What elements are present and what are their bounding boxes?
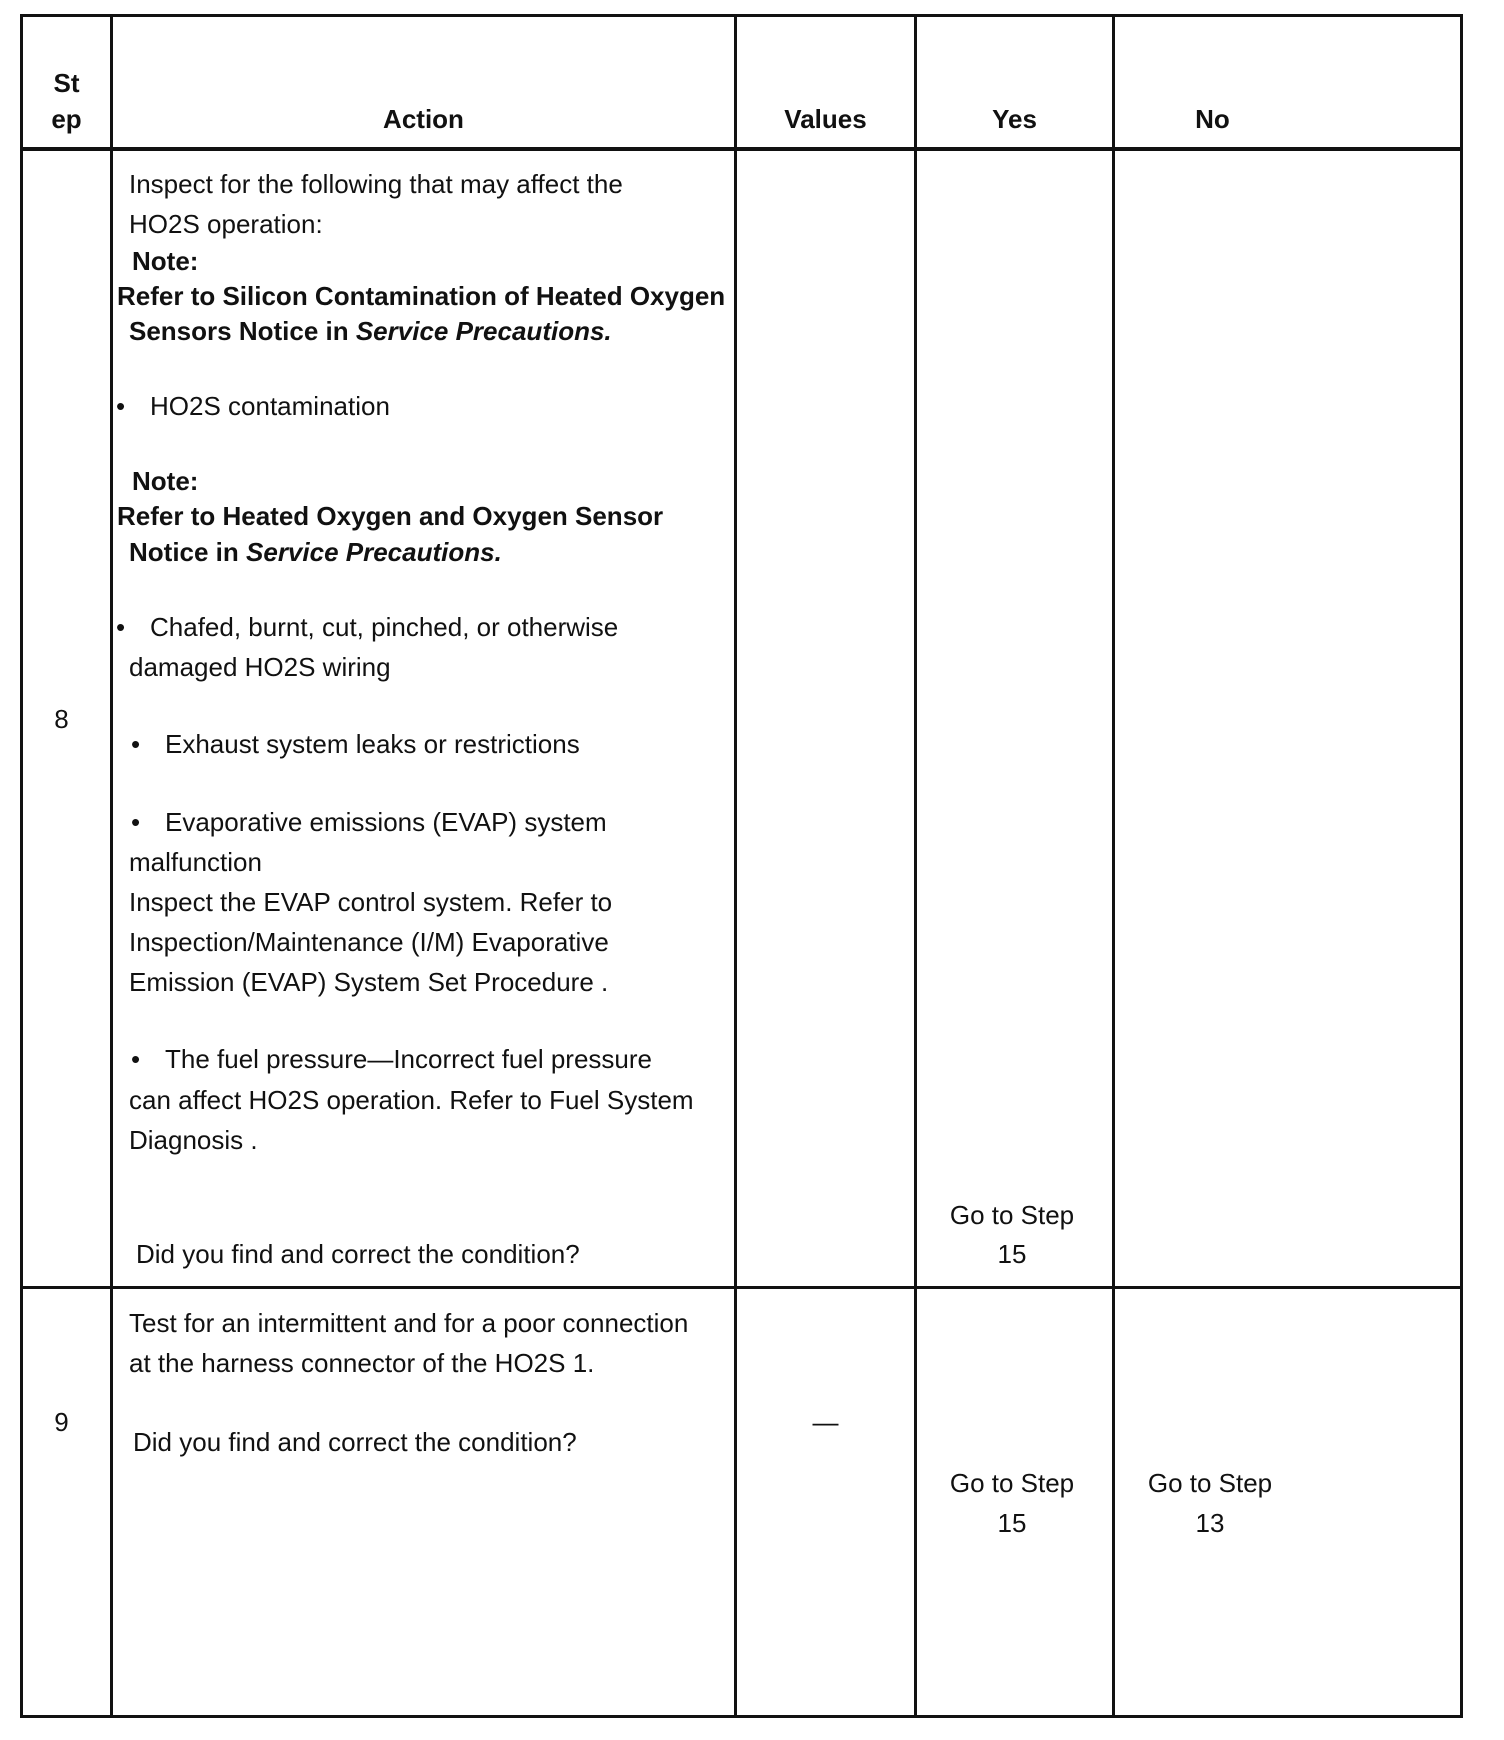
bullet-item: Evaporative emissions (EVAP) system: [165, 807, 607, 837]
step-number: 8: [54, 704, 69, 734]
bullet-icon: •: [131, 807, 141, 837]
note-text-line2: [129, 530, 502, 574]
note-text-reference: Service Precautions.: [246, 537, 502, 567]
yes-go-to-step: Go to Step: [949, 1200, 1075, 1230]
note-text-prefix: Notice in: [129, 537, 247, 567]
yes-step-number: 15: [997, 1239, 1027, 1269]
note-text-line1: Refer to Heated Oxygen and Oxygen Sensor: [117, 501, 664, 531]
no-step-number: 13: [1195, 1508, 1225, 1538]
header-values: Values: [784, 104, 867, 134]
action-intro-line1: Inspect for the following that may affect the: [129, 169, 623, 199]
note-text-line2: [129, 309, 612, 353]
action-intro-line2: HO2S operation:: [129, 209, 323, 239]
bullet-item-cont: malfunction: [129, 847, 262, 877]
question-text: Did you find and correct the condition?: [136, 1239, 580, 1269]
bullet-icon: •: [131, 729, 141, 759]
bullet-item: The fuel pressure—Incorrect fuel pressure: [165, 1044, 652, 1074]
bullet-item: Exhaust system leaks or restrictions: [165, 729, 580, 759]
bullet-icon: •: [131, 1044, 141, 1074]
step-number: 9: [54, 1407, 69, 1437]
note-text-line1: Refer to Silicon Contamination of Heated Oxygen: [117, 281, 726, 311]
action-line2: at the harness connector of the HO2S 1.: [129, 1348, 595, 1378]
bullet-item-cont: can affect HO2S operation. Refer to Fuel System: [129, 1085, 694, 1115]
bullet-icon: •: [116, 612, 126, 642]
col-divider-step-action: [110, 17, 113, 1715]
header-step-line1: St: [53, 68, 80, 98]
action-line1: Test for an intermittent and for a poor connection: [129, 1308, 689, 1338]
header-no: No: [1195, 104, 1230, 134]
values-cell: —: [812, 1407, 839, 1437]
note-label: Note:: [132, 246, 199, 276]
header-yes: Yes: [992, 104, 1037, 134]
bullet-item: HO2S contamination: [150, 391, 390, 421]
diagnostic-table: [20, 14, 1463, 1718]
evap-text-line1: Inspect the EVAP control system. Refer to: [129, 887, 613, 917]
col-divider-action-values: [734, 17, 737, 1715]
note-text-prefix: Sensors Notice in: [129, 316, 356, 346]
header-step-line2: ep: [51, 104, 82, 134]
note-text-reference: Service Precautions.: [355, 316, 612, 346]
row-divider-step8: [23, 1286, 1460, 1289]
bullet-icon: •: [116, 391, 126, 421]
evap-text-line2: Inspection/Maintenance (I/M) Evaporative: [129, 927, 609, 957]
note-label: Note:: [132, 466, 199, 496]
question-text: Did you find and correct the condition?: [133, 1427, 577, 1457]
yes-step-number: 15: [997, 1508, 1027, 1538]
bullet-item-cont: Diagnosis .: [129, 1125, 258, 1155]
no-go-to-step: Go to Step: [1147, 1468, 1273, 1498]
bullet-item: Chafed, burnt, cut, pinched, or otherwise: [150, 612, 619, 642]
row-divider-header: [23, 147, 1460, 151]
yes-go-to-step: Go to Step: [949, 1468, 1075, 1498]
evap-text-line3: Emission (EVAP) System Set Procedure .: [129, 967, 609, 997]
bullet-item-cont: damaged HO2S wiring: [129, 652, 391, 682]
header-action: Action: [383, 104, 464, 134]
